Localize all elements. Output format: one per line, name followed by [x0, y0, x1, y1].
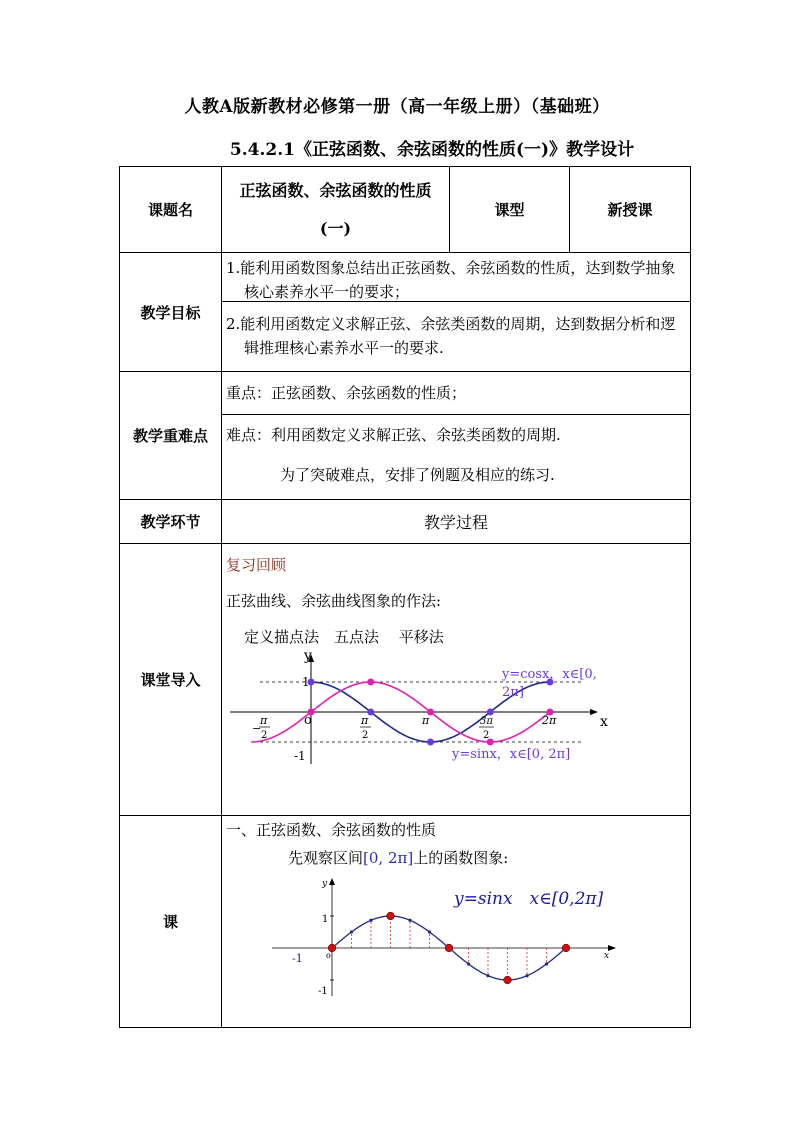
tick-one: 1: [302, 675, 310, 689]
goals-cell: [222, 253, 691, 372]
review-heading: 复习回顾: [226, 556, 287, 574]
key-point: 重点：正弦函数、余弦函数的性质；: [222, 372, 690, 415]
y-axis-label-2: y: [322, 879, 328, 889]
five-point-2: [445, 944, 453, 952]
row-stages-header: [120, 500, 691, 544]
label-intro: 课堂导入: [120, 544, 222, 816]
tick-neg-half-pi-num: π: [260, 714, 268, 727]
five-point-0: [328, 944, 336, 952]
row-lesson: [120, 816, 691, 1028]
lesson-plan-table: [119, 166, 691, 1028]
topic-cell: [222, 167, 450, 253]
difficulty-point: 难点：利用函数定义求解正弦、余弦类函数的周期.: [226, 426, 561, 444]
observe-text-a: 先观察区间: [288, 849, 364, 867]
sin-label: y=sinx，x∈[0, 2π]: [452, 747, 571, 762]
five-point-3: [504, 976, 512, 984]
tick-neg-one-2: -1: [318, 986, 328, 997]
origin-2: o: [326, 951, 331, 960]
observe-text: [226, 846, 686, 870]
process-header: 教学过程: [222, 500, 691, 544]
type-value: 新授课: [570, 167, 691, 253]
cos-key-point-3: [487, 709, 494, 716]
row-goals: [120, 253, 691, 372]
label-type: 课型: [450, 167, 570, 253]
observe-interval: [0, 2π]: [363, 849, 414, 867]
tick-three-half-pi-num: 3π: [480, 716, 493, 727]
cos-key-point-2: [427, 739, 434, 746]
row-keypoints: [120, 372, 691, 500]
tick-pi: π: [422, 714, 430, 727]
tick-neg-half-pi-den: 2: [261, 730, 268, 741]
sin-key-point-1: [367, 679, 374, 686]
keypoints-cell: [222, 372, 691, 500]
row-intro: [120, 544, 691, 816]
document-subtitle-text: 5.4.2.1《正弦函数、余弦函数的性质(一)》教学设计: [229, 140, 635, 160]
method-list: 定义描点法 五点法 平移法: [244, 628, 444, 646]
observe-text-c: 上的函数图象:: [413, 849, 509, 867]
sin-graph-label: y=sinx x∈[0,2π]: [454, 889, 604, 909]
cos-key-point-1: [367, 709, 374, 716]
label-keypoints: 教学重难点: [120, 372, 222, 500]
label-topic: 课题名: [120, 167, 222, 253]
tick-neg-sign: −: [252, 722, 262, 735]
lesson-cell: [222, 816, 691, 1028]
section-title: 一、正弦函数、余弦函数的性质: [226, 821, 437, 839]
label-lesson: 课: [120, 816, 222, 1028]
sin-graph: [222, 870, 688, 1002]
tick-neg-one: -1: [294, 749, 306, 763]
goal-item-1: 1.能利用函数图象总结出正弦函数、余弦函数的性质，达到数学抽象核心素养水平一的要求；: [222, 253, 690, 302]
document-title: 人教A版新教材必修第一册（高一年级上册）（基础班）: [184, 97, 610, 117]
five-point-4: [562, 944, 570, 952]
document-subtitle: [0, 135, 794, 160]
row-topic: [120, 167, 691, 253]
x-axis-label: x: [600, 714, 608, 730]
tick-neg-one-left: -1: [292, 952, 303, 965]
intro-cell: [222, 544, 691, 816]
x-axis-label-2: x: [604, 951, 610, 961]
x-axis-arrow: [590, 709, 598, 715]
sin-cos-graph: [222, 650, 688, 774]
five-point-1: [387, 912, 395, 920]
tick-half-pi-den: 2: [362, 730, 369, 741]
tick-two-pi: 2π: [542, 714, 557, 727]
difficulty-note: 为了突破难点，安排了例题及相应的练习.: [280, 466, 555, 484]
tick-half-pi-num: π: [361, 714, 369, 727]
topic-line1: 正弦函数、余弦函数的性质: [239, 180, 432, 200]
cos-label-line2: 2π]: [502, 685, 524, 700]
method-title: 正弦曲线、余弦曲线图象的作法:: [226, 592, 442, 610]
topic-line2: (一): [319, 218, 352, 238]
label-goals: 教学目标: [120, 253, 222, 372]
tick-one-2: 1: [322, 914, 329, 925]
label-stages: 教学环节: [120, 500, 222, 544]
tick-three-half-pi-den: 2: [483, 730, 490, 741]
cos-label-line1: y=cosx，x∈[0,: [502, 667, 597, 682]
origin-label: o: [304, 713, 312, 728]
y-axis-label: y: [304, 650, 312, 664]
goal-item-2: 2.能利用函数定义求解正弦、余弦类函数的周期，达到数据分析和逻辑推理核心素养水平一的要求.: [226, 315, 676, 357]
